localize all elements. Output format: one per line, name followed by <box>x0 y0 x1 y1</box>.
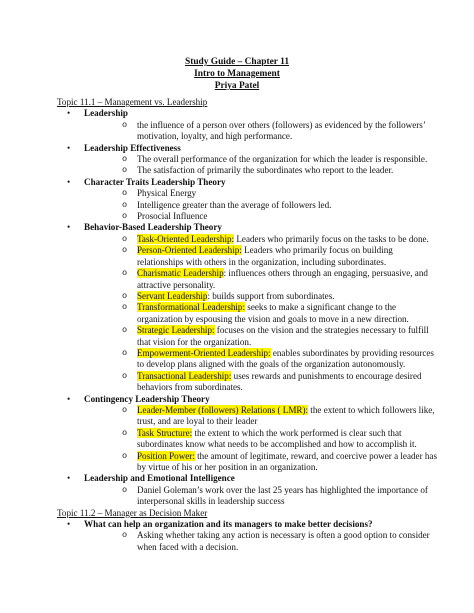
sub-list <box>84 120 437 143</box>
sub-list <box>84 530 437 553</box>
sub-text: the extent to which the work performed is clear such that subordinates know what needs to be accomplished and how to accomplish it. <box>137 427 417 450</box>
topic-list <box>57 108 437 507</box>
sub-text: The overall performance of the organization for which the leader is responsible. <box>137 154 428 165</box>
sub-item <box>84 154 437 165</box>
document-author: Priya Patel <box>214 81 260 91</box>
highlighted-term: Charismatic Leadership <box>137 268 224 279</box>
bullet-heading: Leadership and Emotional Intelligence <box>84 473 235 484</box>
highlighted-term: Task-Oriented Leadership: <box>137 233 235 244</box>
topic-heading: Topic 11.1 – Management vs. Leadership <box>57 97 208 107</box>
bullet-item <box>57 108 437 142</box>
bullet-heading: Contingency Leadership Theory <box>84 393 210 404</box>
sub-item <box>84 325 437 348</box>
sub-item <box>84 428 437 451</box>
sub-item <box>84 485 437 508</box>
sub-item <box>84 211 437 222</box>
highlighted-term: Strategic Leadership: <box>137 325 215 336</box>
bullet-heading: Behavior-Based Leadership Theory <box>84 222 222 233</box>
sub-item <box>84 120 437 143</box>
highlighted-term: Transformational Leadership: <box>137 302 246 313</box>
topic-list <box>57 519 437 553</box>
sub-text: Daniel Goleman’s work over the last 25 years has highlighted the importance of interpersonal skills in leadership success <box>137 484 428 507</box>
sub-text: Leaders who primarily focus on the tasks to be done. <box>234 233 429 244</box>
sub-text: Asking whether taking any action is necessary is often a good option to consider when faced with a decision. <box>137 530 430 552</box>
sub-item <box>84 291 437 302</box>
sub-text: : builds support from subordinates. <box>207 290 335 301</box>
highlighted-term: Person-Oriented Leadership: <box>137 245 242 256</box>
document-body <box>57 97 437 553</box>
sub-text: Physical Energy <box>137 188 197 199</box>
sub-text: uses rewards and punishments to encourage desired behaviors from subordinates. <box>137 370 422 393</box>
document-header <box>0 56 474 92</box>
sub-item <box>84 245 437 268</box>
sub-list <box>84 188 437 222</box>
sub-item <box>84 302 437 325</box>
bullet-heading: Leadership Effectiveness <box>84 142 181 153</box>
sub-text: Prosocial Influence <box>137 211 208 222</box>
sub-item <box>84 451 437 474</box>
highlighted-term: Servant Leadership <box>137 290 208 301</box>
bullet-heading: What can help an organization and its managers to make better decisions? <box>84 519 373 530</box>
sub-list <box>84 154 437 177</box>
sub-item <box>84 188 437 199</box>
sub-item <box>84 165 437 176</box>
sub-list <box>84 485 437 508</box>
bullet-item <box>57 143 437 177</box>
bullet-item <box>57 519 437 553</box>
highlighted-term: Empowerment-Oriented Leadership: <box>137 347 271 358</box>
sub-item <box>84 348 437 371</box>
document-subtitle: Intro to Management <box>194 69 280 79</box>
topic-heading: Topic 11.2 – Manager as Decision Maker <box>57 507 208 518</box>
sub-text: the extent to which followers like, trust, and are loyal to their leader <box>137 404 435 427</box>
sub-item <box>84 200 437 211</box>
sub-text: The satisfaction of primarily the subordinates who report to the leader. <box>137 165 394 176</box>
bullet-item <box>57 222 437 393</box>
highlighted-term: Transactional Leadership: <box>137 370 232 381</box>
sub-text: the amount of legitimate, reward, and coercive power a leader has by virtue of his or her position in an organization. <box>137 450 437 472</box>
document-title: Study Guide – Chapter 11 <box>184 57 290 67</box>
sub-item <box>84 405 437 428</box>
sub-text: seeks to make a significant change to the organization by espousing the vision and goals to move in a new direction. <box>137 302 409 324</box>
sub-text: the influence of a person over others (followers) as evidenced by the followers’ motivation, loyalty, and high performance. <box>137 119 426 142</box>
sub-item <box>84 530 437 553</box>
highlighted-term: Task Structure: <box>137 427 193 438</box>
bullet-item <box>57 177 437 223</box>
sub-text: Intelligence greater than the average of followers led. <box>137 199 332 210</box>
sub-text: Leaders who primarily focus on building relationships with others in the organization, including subordinates. <box>137 245 393 267</box>
sub-list <box>84 234 437 394</box>
bullet-heading: Leadership <box>84 108 128 119</box>
sub-item <box>84 371 437 394</box>
sub-item <box>84 234 437 245</box>
sub-text: : influences others through an engaging, persuasive, and attractive personality. <box>137 268 428 290</box>
bullet-item <box>57 394 437 474</box>
sub-text: enables subordinates by providing resources to develop plans aligned with the goals of the organization autonomously. <box>137 347 434 370</box>
bullet-item <box>57 473 437 507</box>
bullet-heading: Character Traits Leadership Theory <box>84 176 226 187</box>
highlighted-term: Position Power: <box>137 450 195 461</box>
sub-text: focuses on the vision and the strategies necessary to fulfill that vision for the organization. <box>137 325 429 347</box>
highlighted-term: Leader-Member (followers) Relations ( LMR): <box>137 404 309 415</box>
sub-item <box>84 268 437 291</box>
sub-list <box>84 405 437 473</box>
